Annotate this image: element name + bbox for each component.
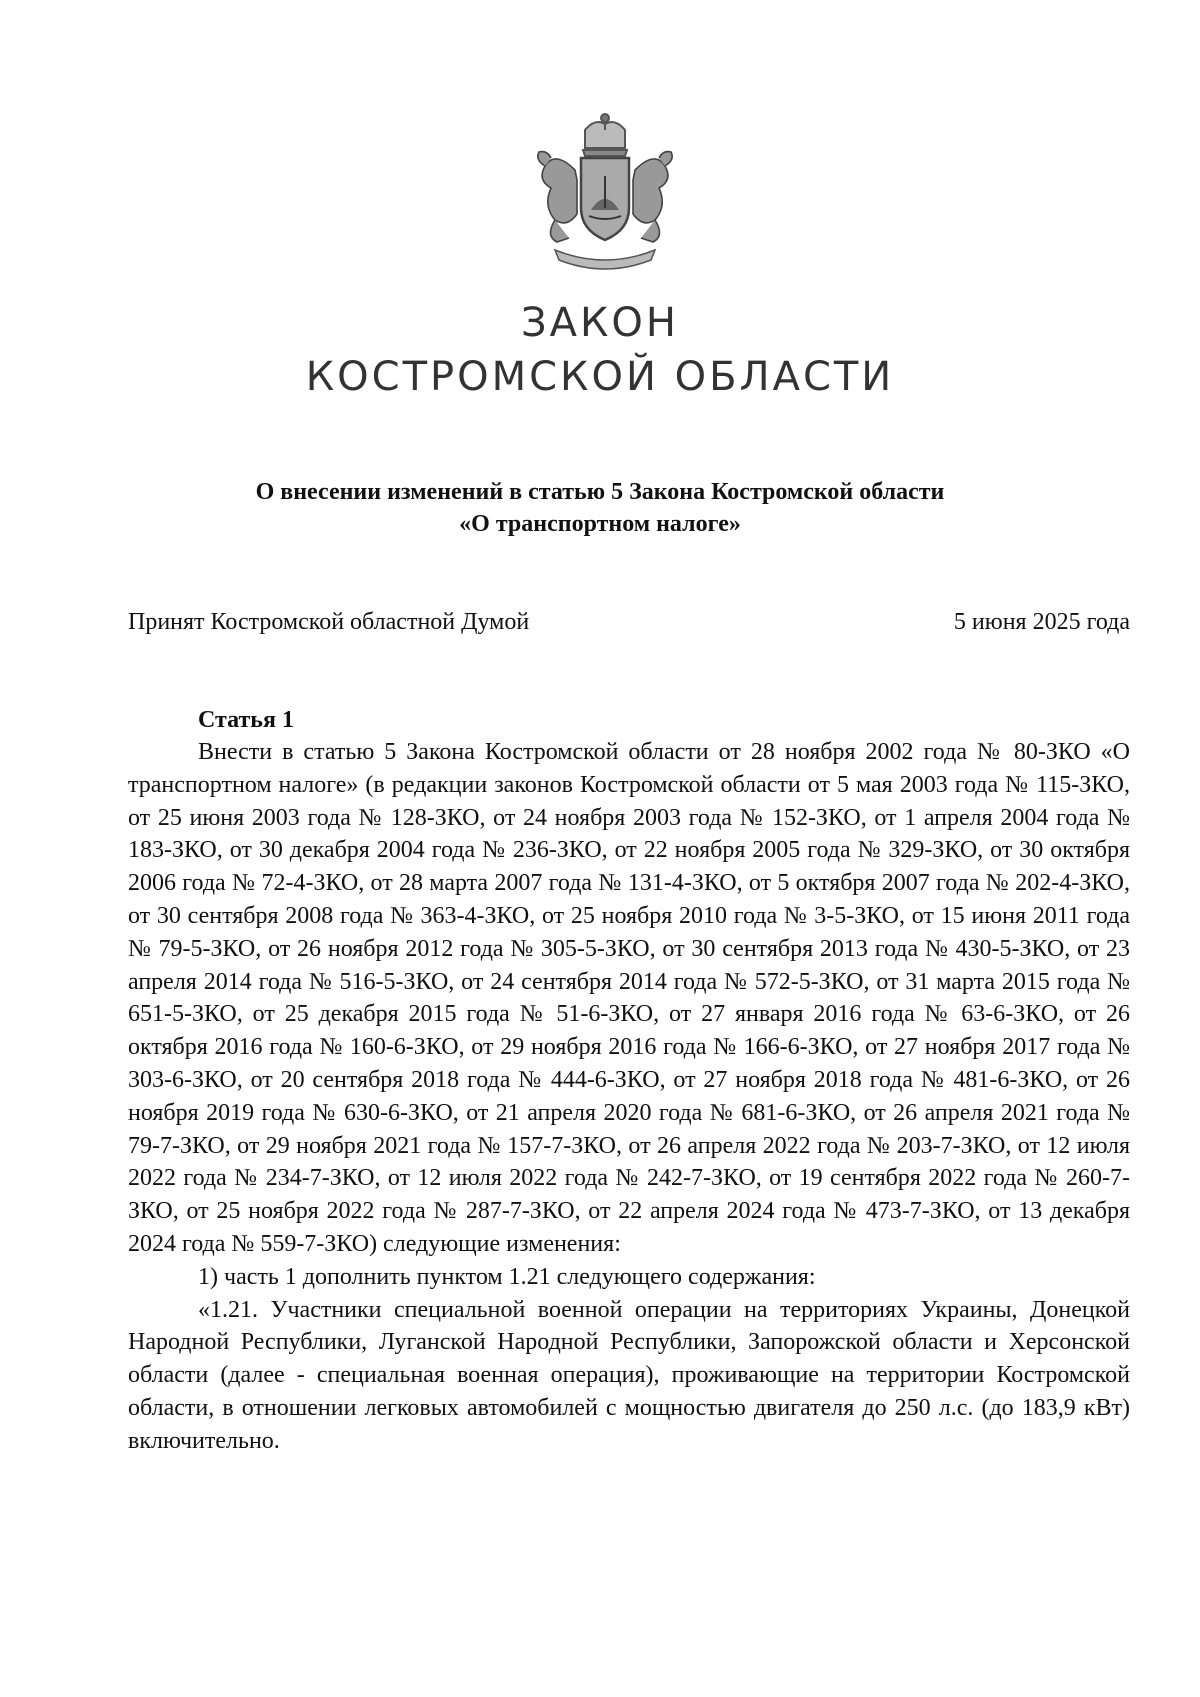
- law-label: ЗАКОН: [521, 300, 679, 346]
- article-heading: Статья 1: [198, 707, 294, 733]
- region-name: КОСТРОМСКОЙ ОБЛАСТИ: [305, 354, 895, 400]
- article-body: [128, 736, 1130, 1458]
- adopted-by: Принят Костромской областной Думой: [128, 609, 530, 635]
- document-title-line-1: О внесении изменений в статью 5 Закона Костромской области: [255, 479, 945, 505]
- document-title-line-2: «О транспортном налоге»: [459, 511, 741, 537]
- article-paragraph: «1.21. Участники специальной военной операции на территориях Украины, Донецкой Народной Республики, Луганской Народной Республики, Запорожской области и Херсонской области (далее - специальная военная операция), проживающие на территории Костромской области, в отношении легковых автомобилей с мощностью двигателя до 250 л.с. (до 183,9 кВт) включительно.: [128, 1296, 1130, 1454]
- article-paragraph: 1) часть 1 дополнить пунктом 1.21 следующего содержания:: [198, 1263, 816, 1290]
- adoption-date: 5 июня 2025 года: [953, 609, 1130, 635]
- article-paragraph: Внести в статью 5 Закона Костромской области от 28 ноября 2002 года № 80-ЗКО «О транспортном налоге» (в редакции законов Костромской области от 5 мая 2003 года № 115-ЗКО, от 25 июня 2003 года № 128-ЗКО, от 24 ноября 2003 года № 152-ЗКО, от 1 апреля 2004 года № 183-ЗКО, от 30 декабря 2004 года № 236-ЗКО, от 22 ноября 2005 года № 329-ЗКО, от 30 октября 2006 года № 72-4-ЗКО, от 28 марта 2007 года № 131-4-ЗКО, от 5 октября 2007 года № 202-4-ЗКО, от 30 сентября 2008 года № 363-4-ЗКО, от 25 ноября 2010 года № 3-5-ЗКО, от 15 июня 2011 года № 79-5-ЗКО, от 26 ноября 2012 года № 305-5-ЗКО, от 30 сентября 2013 года № 430-5-ЗКО, от 23 апреля 2014 года № 516-5-ЗКО, от 24 сентября 2014 года № 572-5-ЗКО, от 31 марта 2015 года № 651-5-ЗКО, от 25 декабря 2015 года № 51-6-ЗКО, от 27 января 2016 года № 63-6-ЗКО, от 26 октября 2016 года № 160-6-ЗКО, от 29 ноября 2016 года № 166-6-ЗКО, от 27 ноября 2017 года № 303-6-ЗКО, от 20 сентября 2018 года № 444-6-ЗКО, от 27 ноября 2018 года № 481-6-ЗКО, от 26 ноября 2019 года № 630-6-ЗКО, от 21 апреля 2020 года № 681-6-ЗКО, от 26 апреля 2021 года № 79-7-ЗКО, от 29 ноября 2021 года № 157-7-ЗКО, от 26 апреля 2022 года № 203-7-ЗКО, от 12 июля 2022 года № 234-7-ЗКО, от 12 июля 2022 года № 242-7-ЗКО, от 19 сентября 2022 года № 260-7-ЗКО, от 25 ноября 2022 года № 287-7-ЗКО, от 22 апреля 2024 года № 473-7-ЗКО, от 13 декабря 2024 года № 559-7-ЗКО) следующие изменения:: [128, 739, 1130, 1257]
- kostroma-coat-of-arms-icon: [515, 110, 695, 280]
